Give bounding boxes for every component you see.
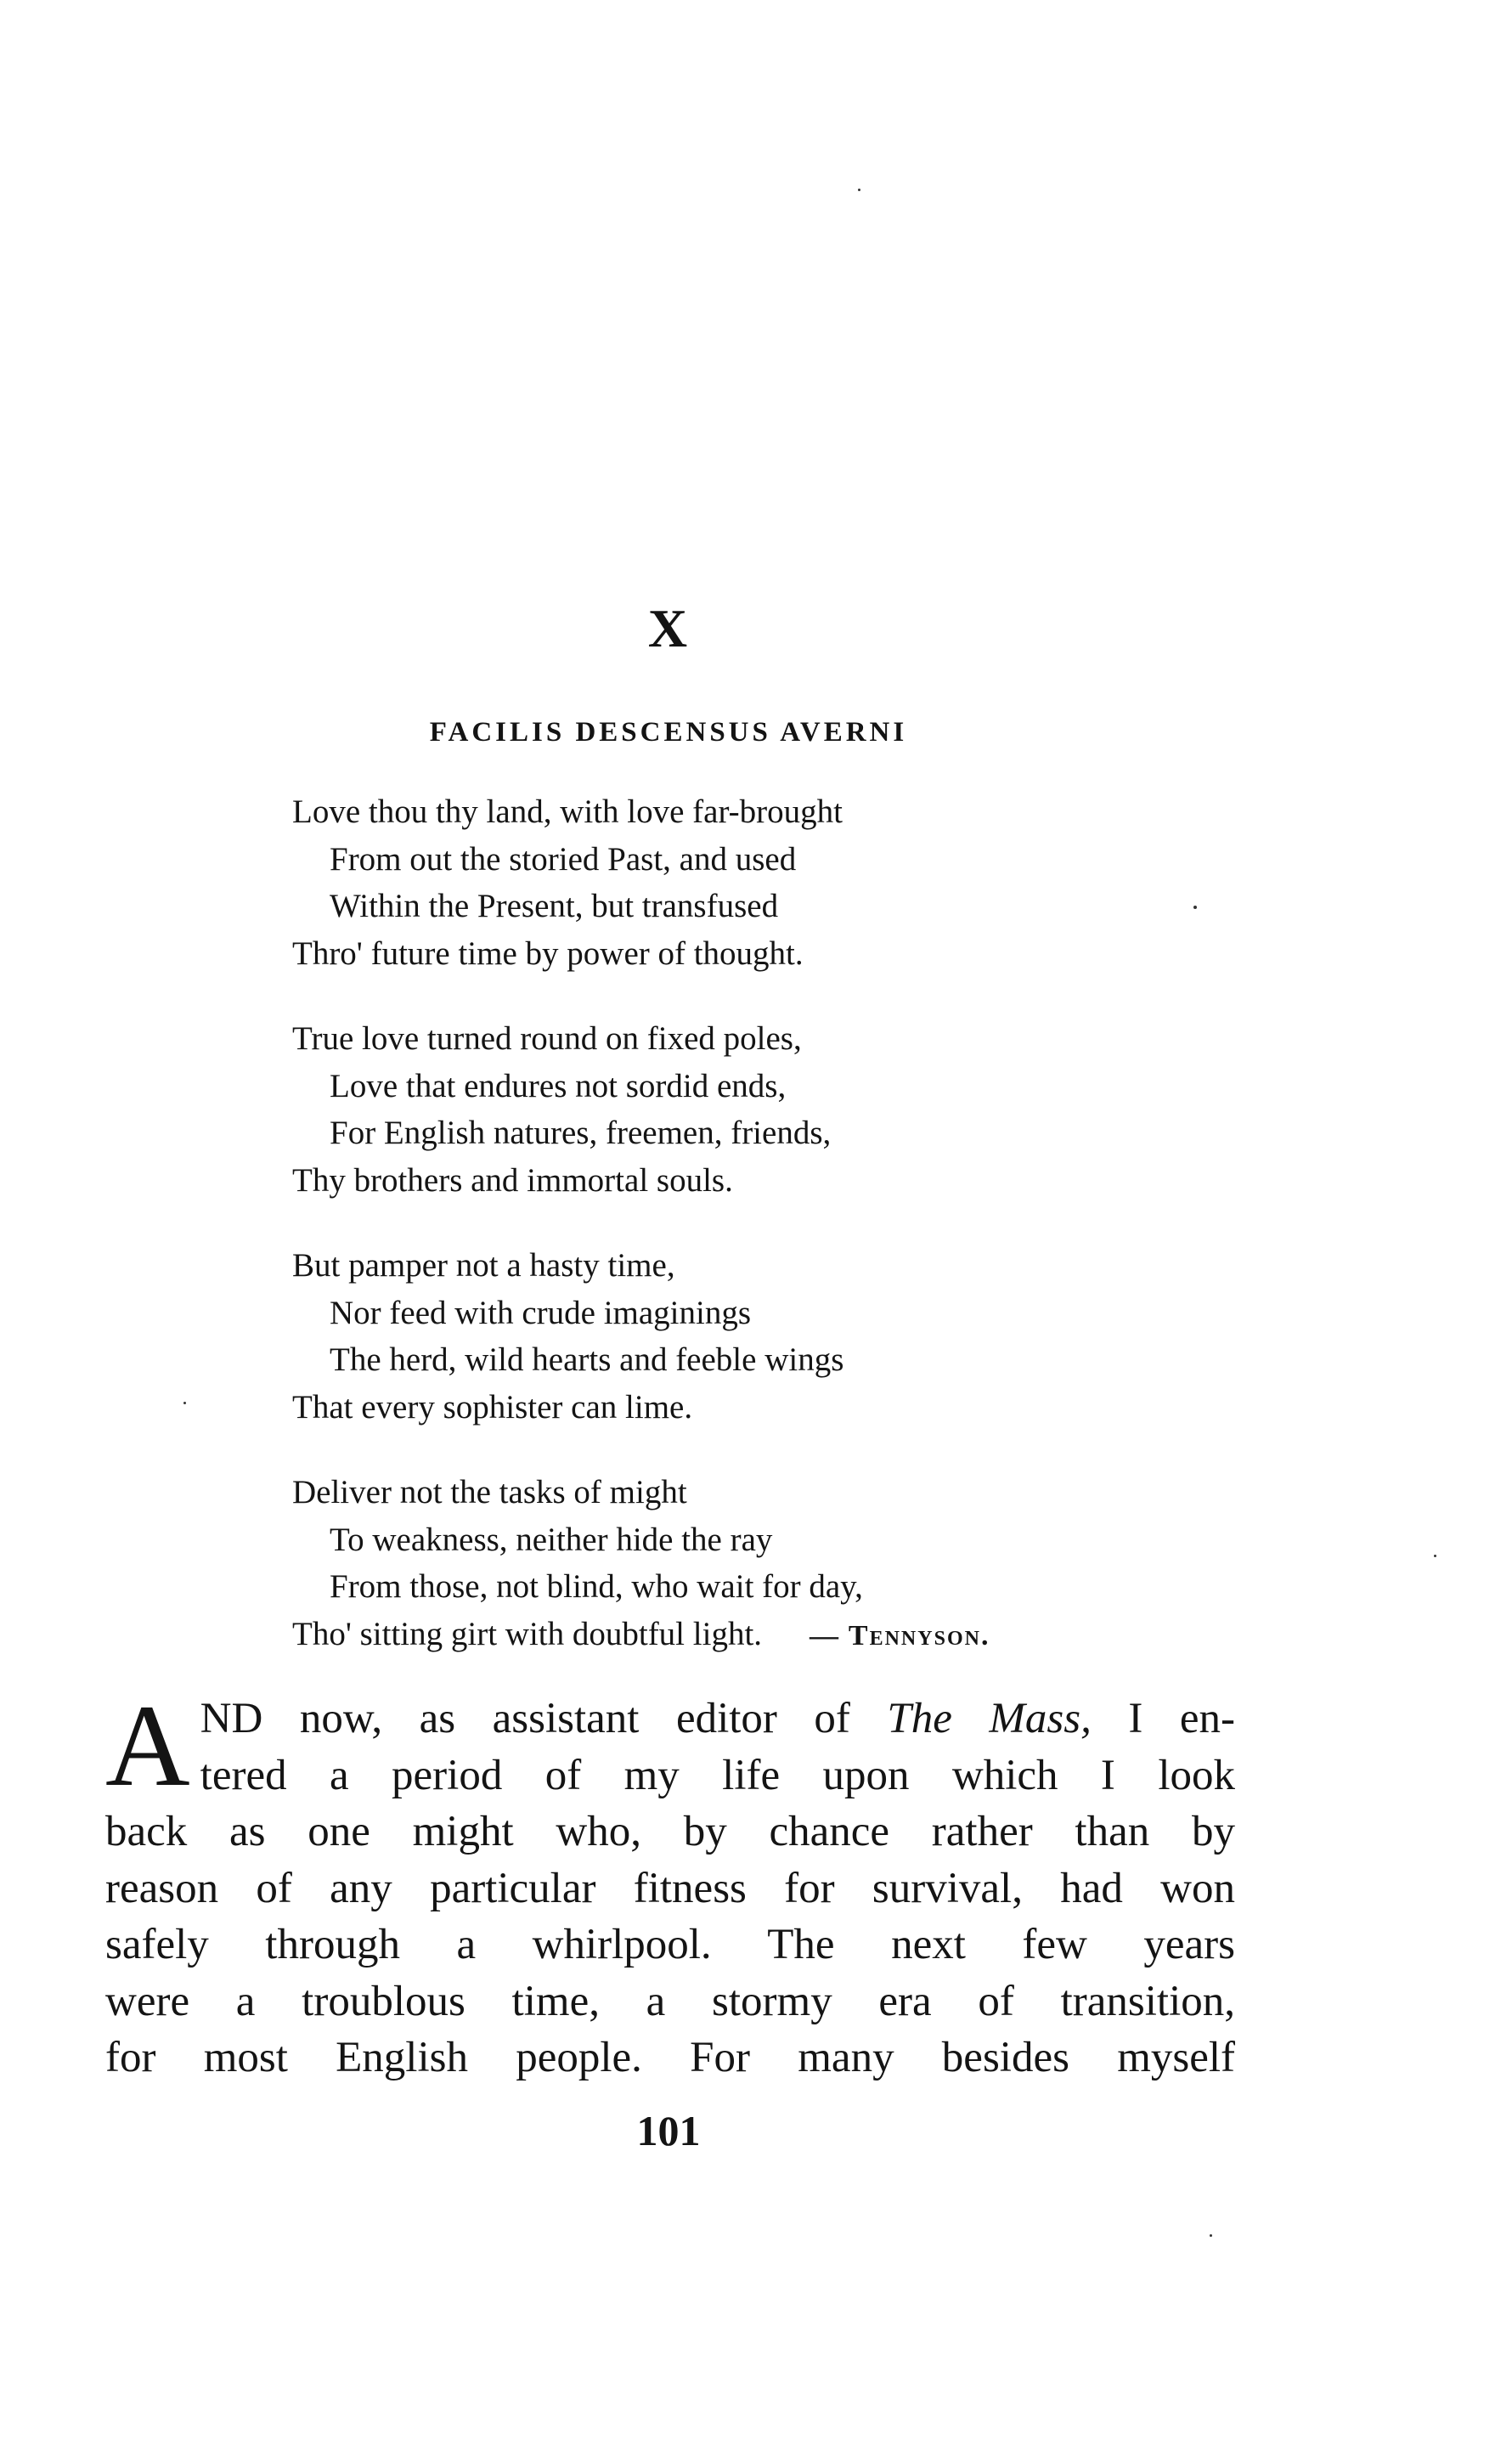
text-segment: ND now, as assistant editor of — [200, 1695, 888, 1742]
poem-line-text: Tho' sitting girt with doubtful light. — [292, 1615, 763, 1652]
poem-line: Love that endures not sordid ends, — [330, 1067, 787, 1104]
poem-line: Within the Present, but transfused — [330, 888, 779, 924]
poem-line: From out the storied Past, and used — [330, 840, 797, 878]
poem-line: Thy brothers and immortal souls. — [292, 1161, 733, 1199]
text-line: safely through a whirlpool. The next few years — [105, 1921, 1235, 1968]
stanza — [292, 788, 1210, 977]
drop-cap: A — [105, 1680, 190, 1810]
paragraph — [105, 1680, 1235, 2086]
text-line: were a troublous time, a stormy era of transition, — [105, 1977, 1235, 2025]
paper-speck — [858, 189, 860, 191]
stanza — [292, 1242, 1210, 1431]
poem-line: Thro' future time by power of thought. — [292, 934, 804, 972]
paper-speck — [1434, 1555, 1436, 1557]
poem-line: But pamper not a hasty time, — [292, 1247, 675, 1284]
poem-line: True love turned round on fixed poles, — [292, 1020, 802, 1057]
stanza — [292, 1469, 1210, 1659]
publication-title: The Mass, — [887, 1695, 1092, 1742]
text-line: reason of any particular fitness for survival, had won — [105, 1864, 1235, 1912]
poem-line: Love thou thy land, with love far-brought — [292, 793, 843, 830]
paper-speck — [183, 1402, 186, 1404]
poem-line: The herd, wild hearts and feeble wings — [330, 1341, 844, 1378]
text-line: tered a period of my life upon which I look — [200, 1751, 1235, 1799]
poem-line: From those, not blind, who wait for day, — [330, 1568, 863, 1605]
poem-line-last — [292, 1611, 1210, 1660]
chapter-title: FACILIS DESCENSUS AVERNI — [429, 717, 908, 748]
text-line: for most English people. For many besides myself — [105, 2034, 1235, 2081]
text-line — [105, 1691, 1235, 1747]
epigraph-attribution: — Tennyson. — [810, 1619, 990, 1651]
poem-line: Nor feed with crude imaginings — [330, 1294, 752, 1331]
poem-line: Deliver not the tasks of might — [292, 1474, 687, 1510]
text-line: back as one might who, by chance rather than by — [105, 1808, 1235, 1855]
poem-line: For English natures, freemen, friends, — [330, 1115, 832, 1151]
poem-line: To weakness, neither hide the ray — [330, 1521, 773, 1558]
text-segment: I en- — [1091, 1695, 1235, 1742]
body-text — [105, 1680, 1235, 2086]
paper-speck — [1193, 906, 1197, 909]
stanza — [292, 1015, 1210, 1204]
page-number: 101 — [636, 2107, 701, 2154]
chapter-numeral: X — [647, 598, 690, 658]
paper-speck — [1210, 2234, 1212, 2237]
epigraph-poem — [292, 788, 1210, 1697]
poem-line: That every sophister can lime. — [292, 1388, 693, 1426]
